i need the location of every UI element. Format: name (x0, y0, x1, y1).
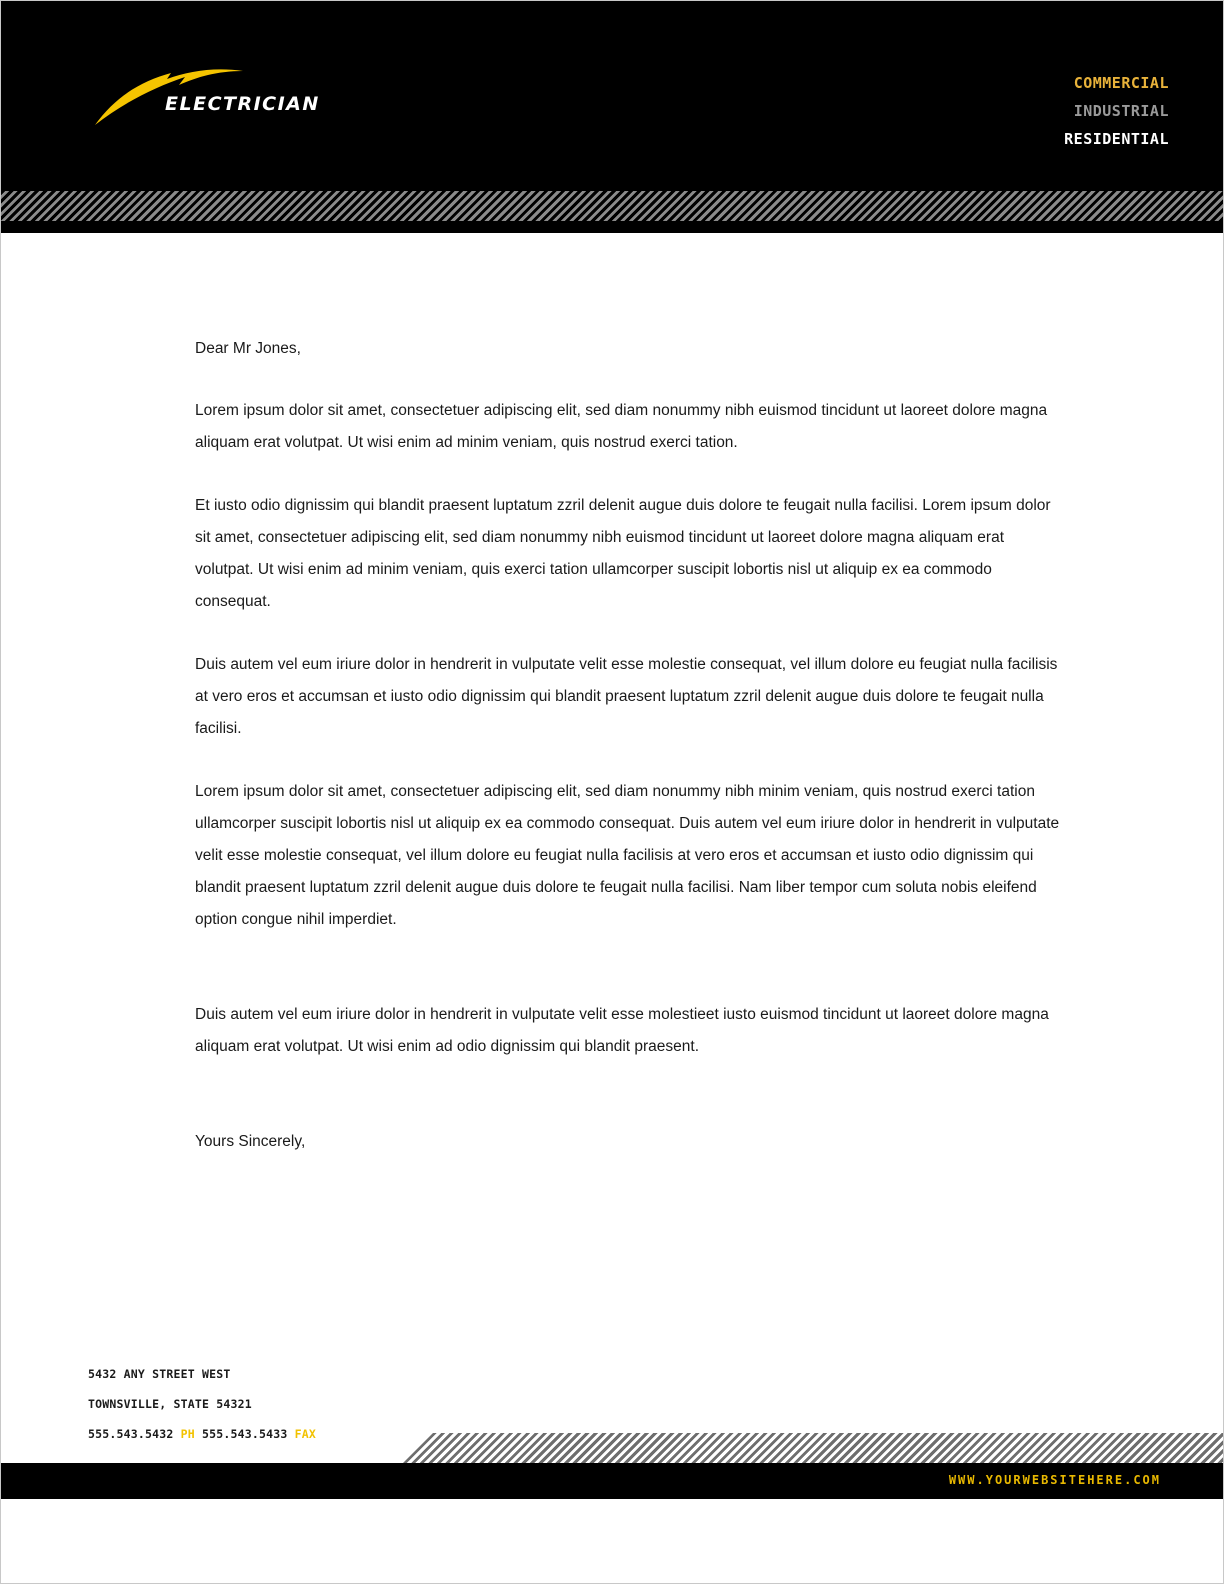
service-commercial: COMMERCIAL (1073, 74, 1169, 92)
contact-phone-line (88, 1419, 316, 1449)
closing: Yours Sincerely, (195, 1133, 306, 1150)
brand-logo (93, 59, 333, 129)
brand-name: ELECTRICIAN (165, 93, 320, 115)
header-band (1, 1, 1223, 191)
paragraph-5: Duis autem vel eum iriure dolor in hendrerit in vulputate velit esse molestieet iusto euismod tincidunt ut laoreet dolore magna aliquam erat volutpat. Ut wisi enim ad odio dignissim qui blandit praesent. (195, 1006, 1049, 1055)
paragraph-2: Et iusto odio dignissim qui blandit praesent luptatum zzril delenit augue duis dolore te feugait nulla facilisi. Lorem ipsum dolor sit amet, consectetuer adipiscing elit, sed diam nonummy nibh euismod tincidunt ut laoreet dolore magna aliquam erat volutpat. Ut wisi enim ad minim veniam, quis exerci tation ullamcorper suscipit lobortis nisl ut aliquip ex ea commodo consequat. (195, 497, 1051, 610)
website-link[interactable]: WWW.YOURWEBSITEHERE.COM (948, 1473, 1161, 1487)
contact-address (88, 1359, 316, 1449)
paragraph-3: Duis autem vel eum iriure dolor in hendrerit in vulputate velit esse molestie consequat, vel illum dolore eu feugiat nulla facilisis at vero eros et accumsan et iusto odio dignissim qui blandit praesent luptatum zzril delenit augue duis dolore te feugait nulla facilisi. (195, 656, 1058, 737)
letter-body (195, 333, 1065, 1158)
header-stripe-divider (1, 191, 1223, 221)
paragraph-1: Lorem ipsum dolor sit amet, consectetuer adipiscing elit, sed diam nonummy nibh euismod tincidunt ut laoreet dolore magna aliquam erat volutpat. Ut wisi enim ad minim veniam, quis nostrud exerci tation. (195, 402, 1048, 451)
footer-stripe-divider (403, 1433, 1224, 1463)
service-industrial: INDUSTRIAL (1073, 102, 1169, 120)
paragraph-4: Lorem ipsum dolor sit amet, consectetuer adipiscing elit, sed diam nonummy nibh minim veniam, quis nostrud exerci tation ullamcorper suscipit lobortis nisl ut aliquip ex ea commodo consequat. Duis autem vel eum iriure dolor in hendrerit in vulputate velit esse molestie consequat, vel illum dolore eu feugiat nulla facilisis at vero eros et accumsan et iusto odio dignissim qui blandit praesent luptatum zzril delenit augue duis dolore te feugait nulla facilisi. Nam liber tempor cum soluta nobis eleifend option congue nihil imperdiet. (195, 783, 1060, 928)
fax-number: 555.543.5433 (201, 1427, 288, 1441)
service-residential: RESIDENTIAL (1064, 130, 1169, 148)
salutation: Dear Mr Jones, (195, 340, 301, 357)
footer-band (1, 1463, 1223, 1499)
address-street: 5432 ANY STREET WEST (88, 1367, 231, 1381)
header-bottom-bar (1, 221, 1223, 233)
fax-label: FAX (294, 1427, 316, 1441)
phone-number: 555.543.5432 (88, 1427, 174, 1441)
phone-label: PH (180, 1427, 195, 1441)
address-city: TOWNSVILLE, STATE 54321 (88, 1397, 252, 1411)
services-list (1064, 69, 1169, 153)
